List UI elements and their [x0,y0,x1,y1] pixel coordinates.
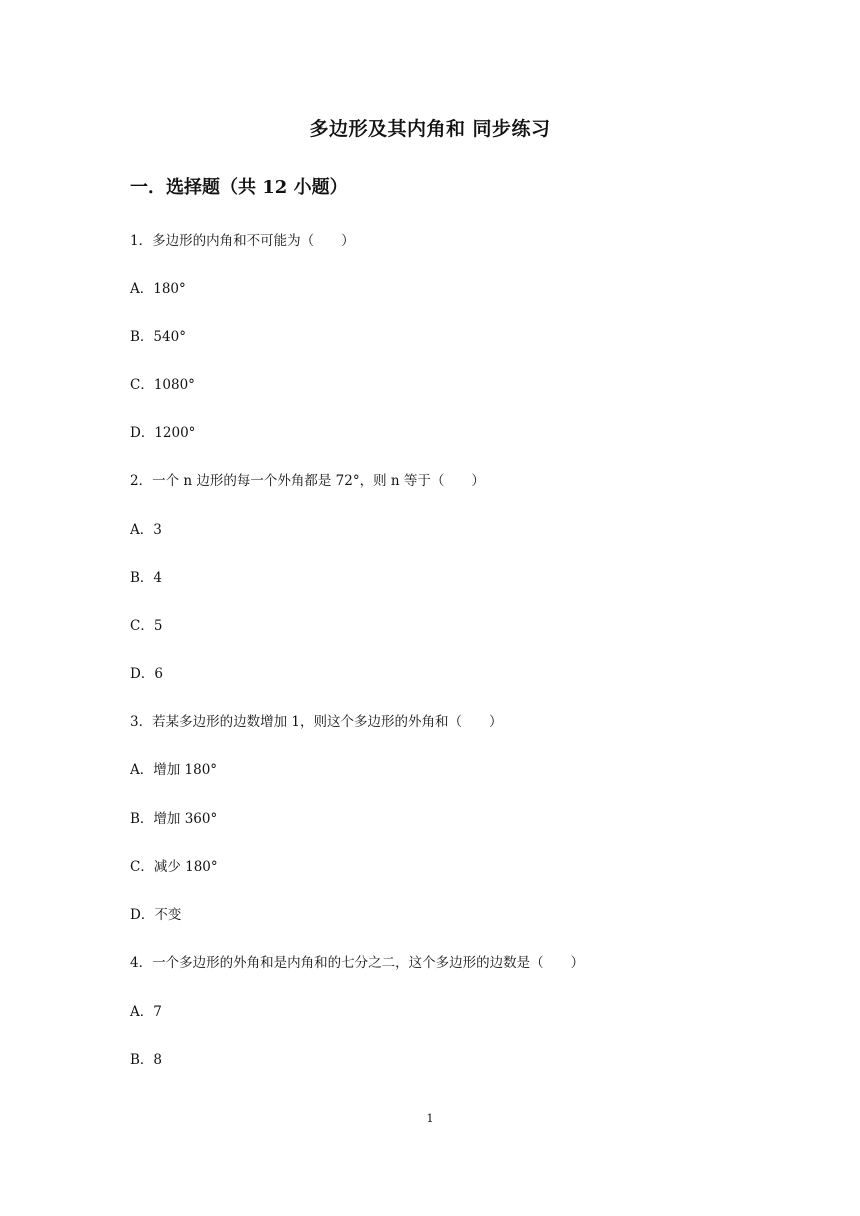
question-3-option-d: D．不变 [130,907,182,923]
question-1-option-b: B．540° [130,329,186,345]
question-3-stem: 3．若某多边形的边数增加 1，则这个多边形的外角和（ ） [130,714,503,730]
question-3-option-a: A．增加 180° [130,762,218,778]
question-2-option-d: D．6 [130,666,163,682]
page-number: 1 [426,1112,434,1125]
question-4-option-a: A．7 [130,1004,162,1020]
question-3-option-b: B．增加 360° [130,811,218,827]
question-4-option-b: B．8 [130,1052,163,1068]
question-1-stem: 1．多边形的内角和不可能为（ ） [130,233,355,249]
question-1-option-d: D．1200° [130,425,196,441]
question-2-option-b: B．4 [130,570,163,586]
question-1-option-a: A．180° [130,281,186,297]
question-2-option-a: A．3 [130,522,162,538]
document-title: 多边形及其内角和 同步练习 [309,118,551,140]
question-3-option-c: C．减少 180° [130,859,218,875]
question-4-stem: 4．一个多边形的外角和是内角和的七分之二，这个多边形的边数是（ ） [130,955,585,971]
question-2-option-c: C．5 [130,618,163,634]
question-1-option-c: C．1080° [130,377,195,393]
section-heading: 一．选择题（共 12 小题） [130,177,348,198]
question-2-stem: 2．一个 n 边形的每一个外角都是 72°，则 n 等于（ ） [130,473,485,489]
